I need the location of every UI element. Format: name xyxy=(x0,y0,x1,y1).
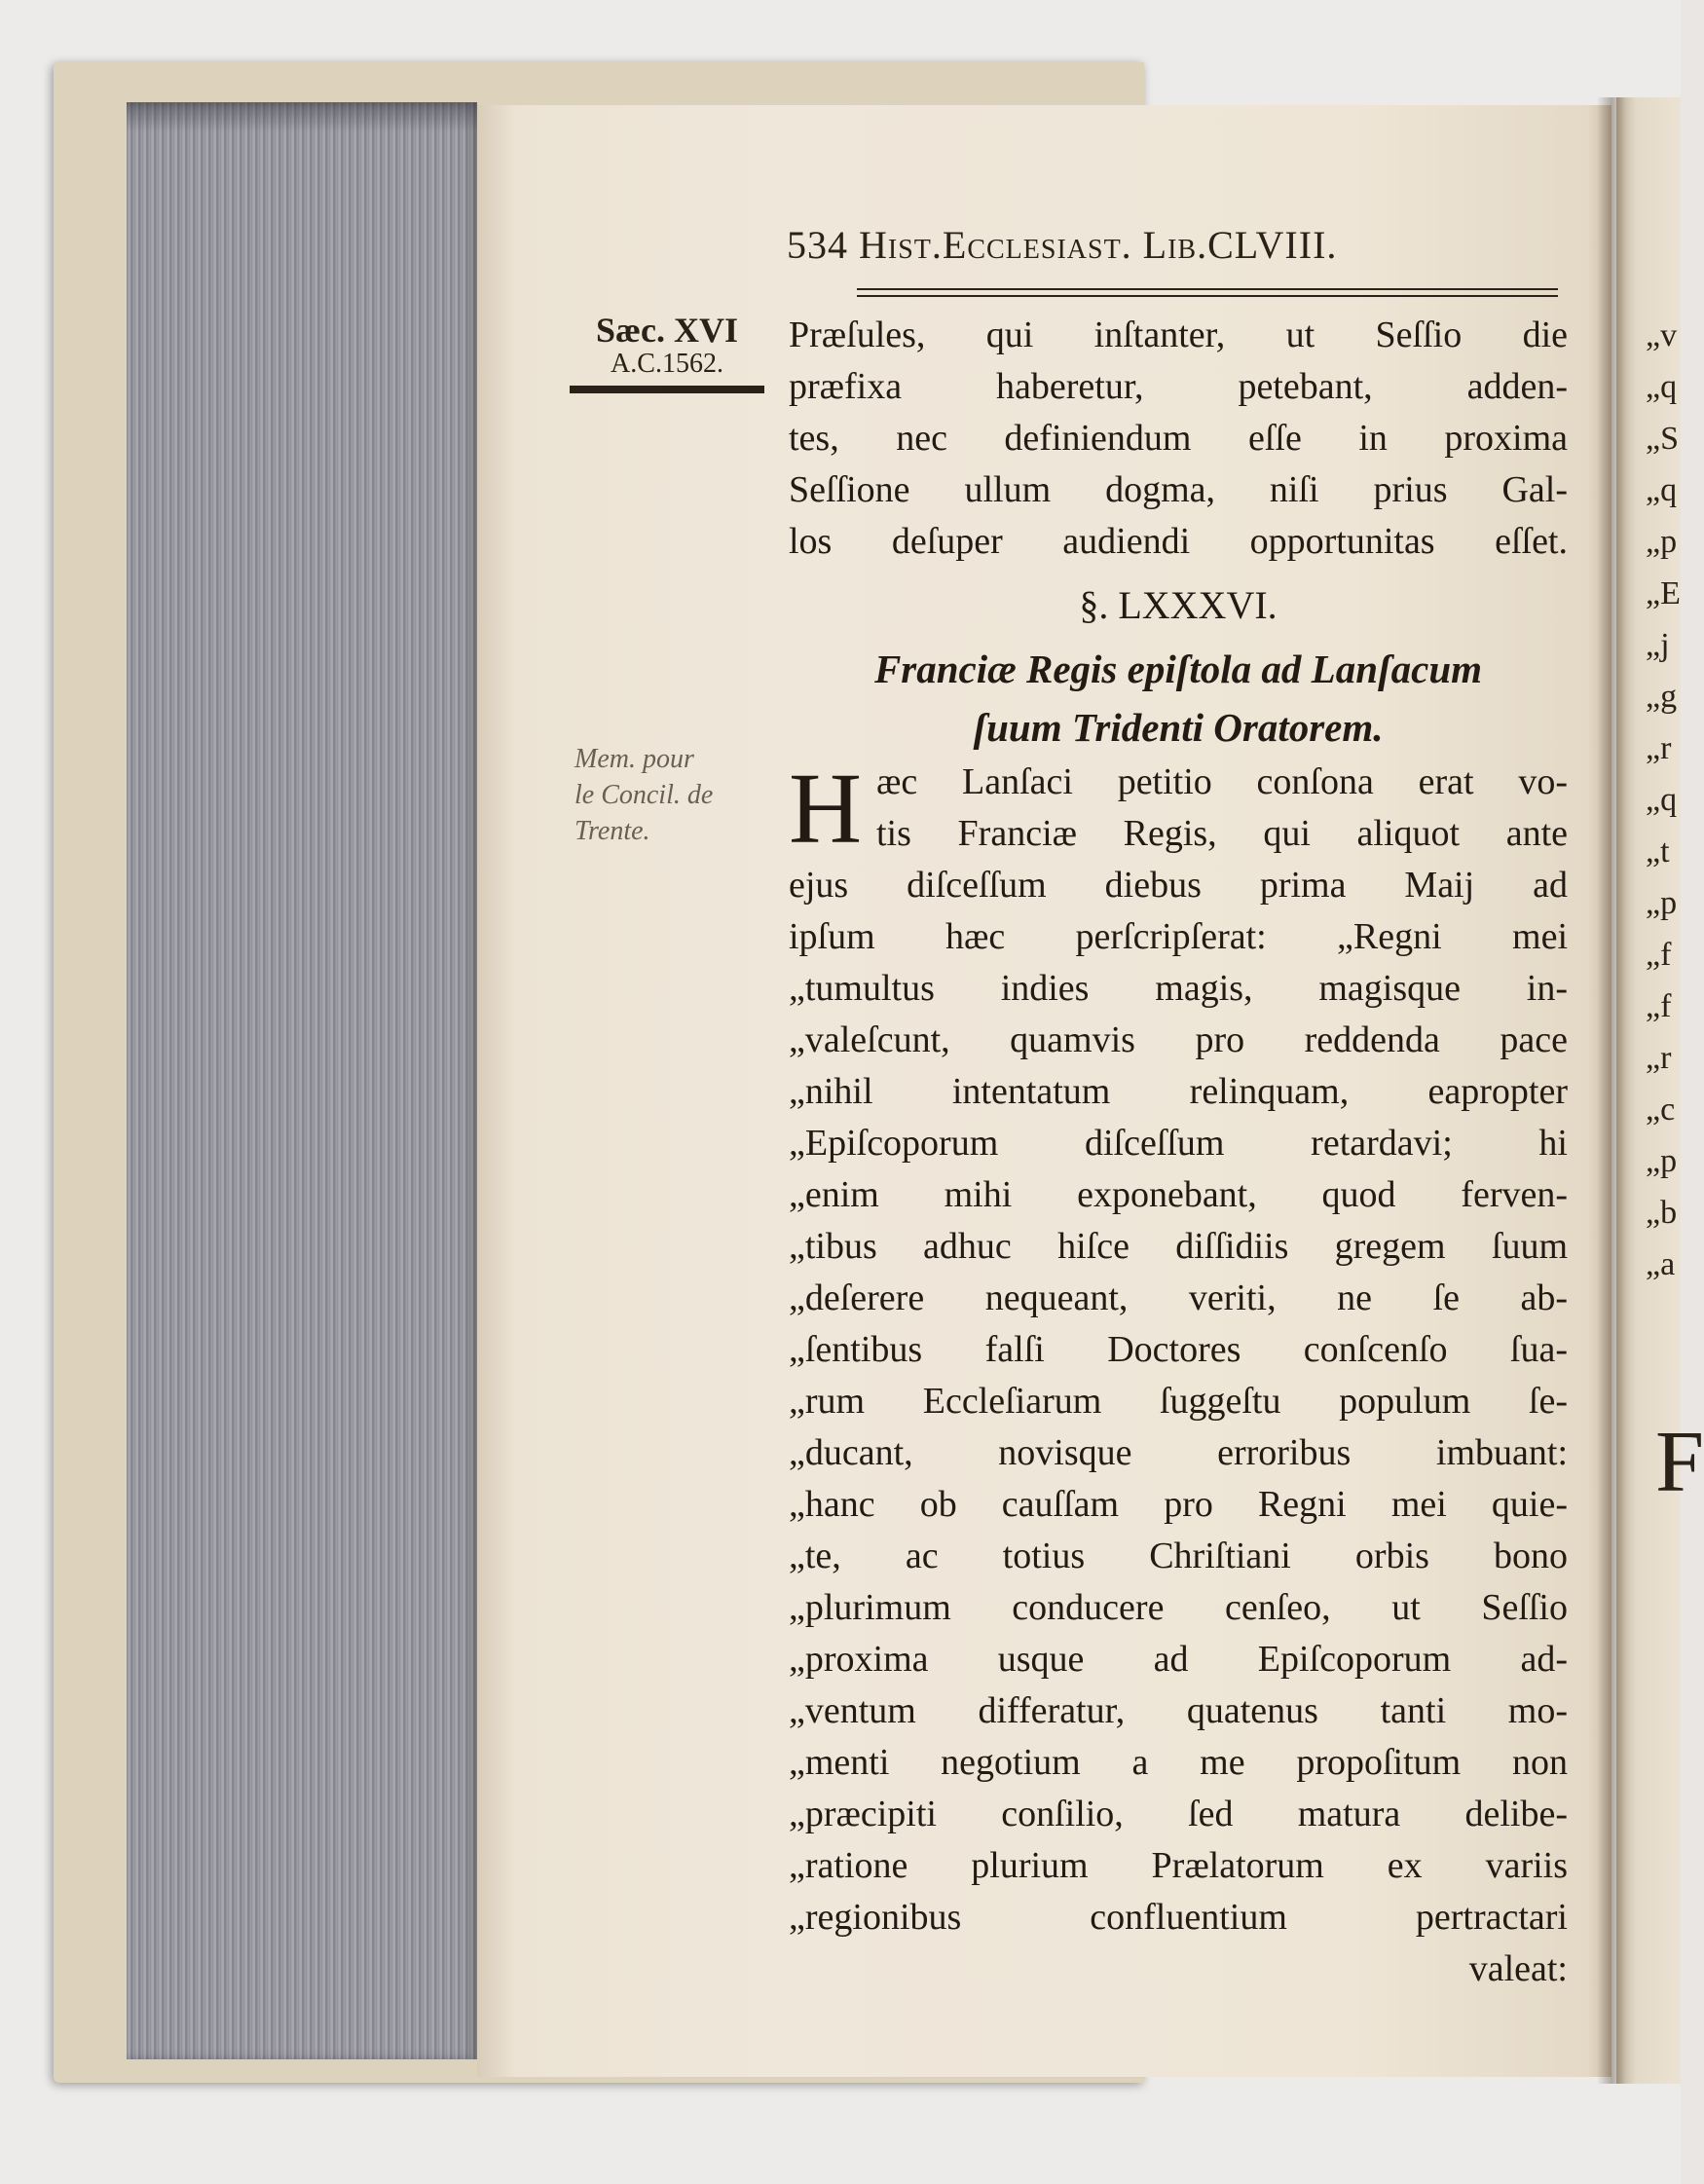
text-line: „hanc ob cauſſam pro Regni mei quie- xyxy=(789,1484,1568,1525)
text-line: „rum Eccleſiarum ſuggeſtu populum ſe- xyxy=(789,1381,1568,1422)
facing-line: „r xyxy=(1646,1040,1672,1076)
text-line: „nihil intentatum relinquam, eapropter xyxy=(789,1071,1568,1112)
margin-century: Sæc. XVI xyxy=(595,311,738,350)
facing-line: „g xyxy=(1646,679,1678,715)
facing-line: „S xyxy=(1646,421,1679,457)
section-caption-line: Franciæ Regis epiſtola ad Lanſacum xyxy=(873,647,1483,691)
margin-year: A.C.1562. xyxy=(611,349,723,379)
margin-ref-line: Mem. pour xyxy=(574,744,694,774)
facing-line: „f xyxy=(1646,988,1672,1024)
text-line: tes, nec definiendum eſſe in proxima xyxy=(789,418,1568,459)
facing-line: „p xyxy=(1646,1143,1678,1179)
text-line: los deſuper audiendi opportunitas eſſet. xyxy=(789,521,1568,562)
section-caption-line: ſuum Tridenti Oratorem. xyxy=(973,705,1384,750)
facing-line: „t xyxy=(1646,833,1670,870)
text-line: „regionibus confluentium pertractari xyxy=(789,1897,1568,1938)
facing-line: „q xyxy=(1646,472,1678,508)
margin-date-note xyxy=(570,310,764,393)
facing-line: „p xyxy=(1646,524,1678,560)
facing-line: „p xyxy=(1646,885,1678,921)
section-number: §. LXXXVI. xyxy=(1079,583,1278,627)
paragraph-opening xyxy=(789,753,1568,865)
text-line: „ventum differatur, quatenus tanti mo- xyxy=(789,1690,1568,1731)
text-line: „ſentibus falſi Doctores conſcenſo ſua- xyxy=(789,1329,1568,1370)
margin-reference xyxy=(574,742,769,850)
text-line: „ducant, novisque erroribus imbuant: xyxy=(789,1432,1568,1473)
head-rule xyxy=(857,288,1558,297)
facing-line: „c xyxy=(1646,1092,1676,1128)
body-text xyxy=(789,310,1568,1995)
text-line: „plurimum conducere cenſeo, ut Seſſio xyxy=(789,1587,1568,1628)
running-head: 534 Hist.Ecclesiast. Lib.CLVIII. xyxy=(787,223,1338,267)
text-line: Præſules, qui inſtanter, ut Seſſio die xyxy=(789,315,1568,355)
text-line: ipſum hæc perſcripſerat: „Regni mei xyxy=(789,916,1568,957)
text-line: „præcipiti conſilio, ſed matura delibe- xyxy=(789,1794,1568,1834)
facing-page-initial: F xyxy=(1655,1414,1704,1510)
facing-line: „q xyxy=(1646,369,1678,405)
text-line: „tibus adhuc hiſce diſſidiis gregem ſuum xyxy=(789,1226,1568,1267)
text-line: „menti negotium a me propoſitum non xyxy=(789,1742,1568,1783)
margin-ref-line: le Concil. de xyxy=(574,779,714,810)
text-line: „te, ac totius Chriſtiani orbis bono xyxy=(789,1536,1568,1576)
margin-ref-line: Trente. xyxy=(574,815,650,846)
text-line: Seſſione ullum dogma, niſi prius Gal- xyxy=(789,469,1568,510)
text-line: „Epiſcoporum diſceſſum retardavi; hi xyxy=(789,1123,1568,1164)
facing-line: „a xyxy=(1646,1246,1676,1282)
margin-rule xyxy=(570,386,764,393)
drop-cap: H xyxy=(789,753,863,865)
text-line: „proxima usque ad Epiſcoporum ad- xyxy=(789,1639,1568,1680)
facing-line: „b xyxy=(1646,1195,1678,1231)
facing-line: „E xyxy=(1646,575,1681,611)
text-line: tis Franciæ Regis, qui aliquot ante xyxy=(876,813,1568,854)
text-line: „enim mihi exponebant, quod ferven- xyxy=(789,1174,1568,1215)
page-edges xyxy=(127,102,477,2059)
text-line: „deſerere nequeant, veriti, ne ſe ab- xyxy=(789,1277,1568,1318)
text-line: „valeſcunt, quamvis pro reddenda pace xyxy=(789,1019,1568,1060)
catchword: valeat: xyxy=(1468,1948,1568,1989)
facing-line: „f xyxy=(1646,937,1672,973)
facing-line: „q xyxy=(1646,782,1678,818)
facing-line: „v xyxy=(1646,317,1678,353)
facing-page-text xyxy=(1646,310,1681,1290)
gutter-shadow xyxy=(1597,97,1626,2084)
facing-line: „j xyxy=(1646,627,1670,663)
text-line: æc Lanſaci petitio conſona erat vo- xyxy=(876,761,1568,802)
facing-line: „r xyxy=(1646,730,1672,766)
text-line: „ratione plurium Prælatorum ex variis xyxy=(789,1845,1568,1886)
text-line: „tumultus indies magis, magisque in- xyxy=(789,968,1568,1009)
text-line: præfixa haberetur, petebant, adden- xyxy=(789,366,1568,407)
text-line: ejus diſceſſum diebus prima Maij ad xyxy=(789,865,1568,906)
